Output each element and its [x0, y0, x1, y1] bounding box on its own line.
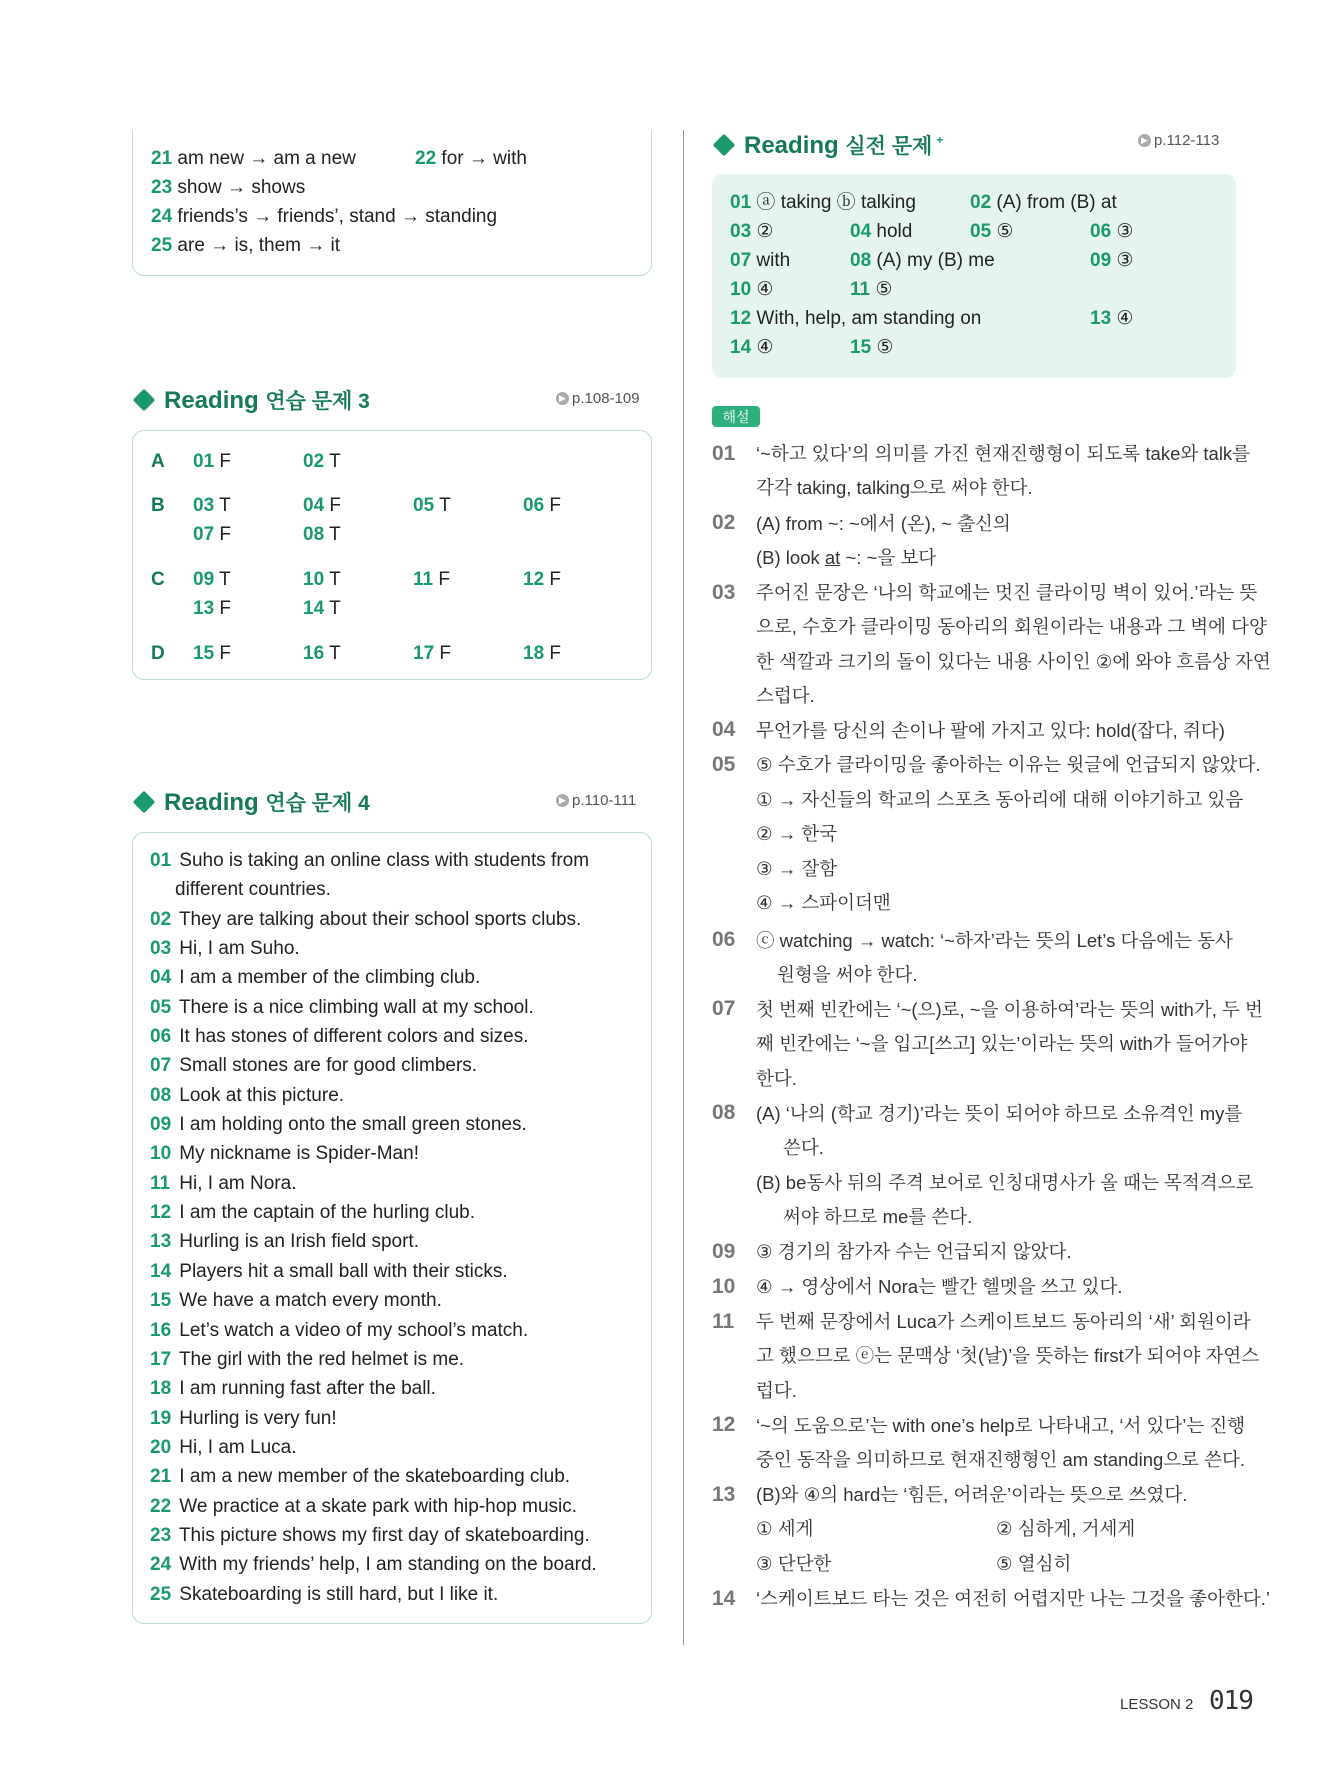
explanation-line: (A) ‘나의 (학교 경기)’라는 뜻이 되어야 하므로 소유격인 my를: [756, 1103, 1243, 1124]
sentence-line: 10 My nickname is Spider-Man!: [150, 1143, 419, 1164]
explanation-line: 으로, 수호가 클라이밍 동아리의 회원이라는 내용과 그 벽에 다양: [756, 616, 1267, 637]
answer-cell: 06 F: [523, 495, 562, 516]
row-label: B: [151, 495, 165, 516]
answer-cell: 14 T: [303, 598, 341, 619]
explanation-line: ‘~의 도움으로’는 with one’s help로 나타내고, ‘서 있다’는 진행: [756, 1415, 1246, 1436]
explanation-line: 두 번째 문장에서 Luca가 스케이트보드 동아리의 ‘새’ 회원이라: [756, 1311, 1251, 1332]
section4-heading: [132, 787, 370, 817]
diamond-icon: [713, 134, 736, 157]
answer-cell: 10 T: [303, 569, 341, 590]
row-label: D: [151, 643, 165, 664]
answer-cell: 17 F: [413, 643, 452, 664]
sentence-line: 25 Skateboarding is still hard, but I like it.: [150, 1584, 499, 1605]
answer-item: 08 (A) my (B) me: [850, 250, 995, 271]
explanation-line: ③ 경기의 참가자 수는 언급되지 않았다.: [756, 1241, 1072, 1262]
answer-item: 10 ④: [730, 279, 774, 300]
sentence-line: 20 Hi, I am Luca.: [150, 1437, 297, 1458]
explanation-number: 01: [712, 442, 736, 465]
explanation-number: 06: [712, 928, 736, 951]
sentence-line: 08 Look at this picture.: [150, 1085, 345, 1106]
explanation-number: 11: [712, 1310, 735, 1333]
section-title-ko: 실전 문제: [845, 135, 933, 158]
answer-cell: 07 F: [193, 524, 232, 545]
answer-item: 14 ④: [730, 337, 774, 358]
row-label: A: [151, 451, 165, 472]
explanation-line: ③ → 잘함: [756, 858, 838, 879]
arrow-icon: ▶: [556, 794, 569, 807]
answer-item: 01 ⓐ taking ⓑ talking: [730, 192, 916, 213]
answer-item: 11 ⑤: [850, 279, 893, 300]
explanation-line: ② 심하게, 거세게: [996, 1518, 1136, 1539]
explanation-line: 째 빈칸에는 ‘~을 입고[쓰고] 있는’이라는 뜻의 with가 들어가야: [756, 1033, 1248, 1054]
sentence-line: 03 Hi, I am Suho.: [150, 938, 300, 959]
answer-cell: 15 F: [193, 643, 232, 664]
diamond-icon: [133, 791, 156, 814]
sentence-line: 14 Players hit a small ball with their sticks.: [150, 1261, 508, 1282]
answer-item: 13 ④: [1090, 308, 1134, 329]
explanation-line: (B) look at ~: ~을 보다: [756, 547, 937, 568]
answer-cell: 05 T: [413, 495, 451, 516]
sentence-line: 05 There is a nice climbing wall at my school.: [150, 997, 534, 1018]
answer-cell: 12 F: [523, 569, 562, 590]
sentence-line: 01 Suho is taking an online class with students from: [150, 850, 590, 871]
explanation-line: (A) from ~: ~에서 (온), ~ 출신의: [756, 513, 1011, 534]
section-title-en: Reading: [164, 789, 259, 816]
answer-cell: 18 F: [523, 643, 562, 664]
section-title-en: Reading: [164, 387, 259, 414]
explanation-number: 13: [712, 1483, 736, 1506]
sentence-line: 18 I am running fast after the ball.: [150, 1378, 436, 1399]
answer-line: 25 are → is, them → it: [151, 235, 341, 256]
sentence-line: 16 Let’s watch a video of my school’s match.: [150, 1320, 529, 1341]
section-title-ko: 연습 문제 4: [265, 792, 370, 815]
page-number: 019: [1209, 1686, 1253, 1716]
explanation-line: 한다.: [756, 1068, 797, 1089]
sentence-line: 17 The girl with the red helmet is me.: [150, 1349, 465, 1370]
plus-mark: +: [936, 133, 944, 147]
sentence-line: different countries.: [175, 879, 331, 900]
explanation-line: ④ → 스파이더맨: [756, 892, 891, 913]
answer-item: 07 with: [730, 250, 791, 271]
explanation-number: 10: [712, 1275, 736, 1298]
page-reference: ▶ p.108-109: [556, 390, 640, 407]
explanation-line: (B) be동사 뒤의 주격 보어로 인칭대명사가 올 때는 목적격으로: [756, 1172, 1254, 1193]
lesson-label: LESSON 2: [1120, 1696, 1194, 1713]
sentence-line: 19 Hurling is very fun!: [150, 1408, 337, 1429]
explanation-line: ② → 한국: [756, 823, 838, 844]
explanation-line: 첫 번째 빈칸에는 ‘~(으)로, ~을 이용하여’라는 뜻의 with가, 두 번: [756, 999, 1263, 1020]
explanation-number: 08: [712, 1101, 736, 1124]
explanation-line: ① → 자신들의 학교의 스포츠 동아리에 대해 이야기하고 있음: [756, 789, 1244, 810]
arrow-icon: ▶: [1138, 134, 1151, 147]
sentence-line: 02 They are talking about their school sports clubs.: [150, 909, 582, 930]
answer-cell: 13 F: [193, 598, 232, 619]
explanation-line: 주어진 문장은 ‘나의 학교에는 멋진 클라이밍 벽이 있어.’라는 뜻: [756, 582, 1258, 603]
answer-item: 15 ⑤: [850, 337, 894, 358]
sentence-line: 09 I am holding onto the small green stones.: [150, 1114, 527, 1135]
page-reference: ▶ p.112-113: [1138, 132, 1219, 149]
sentence-line: 07 Small stones are for good climbers.: [150, 1055, 478, 1076]
answer-item: 05 ⑤: [970, 221, 1014, 242]
explanation-line: ④ → 영상에서 Nora는 빨간 헬멧을 쓰고 있다.: [756, 1276, 1123, 1297]
explanation-number: 02: [712, 511, 736, 534]
answer-cell: 08 T: [303, 524, 341, 545]
explanation-line: ③ 단단한: [756, 1553, 832, 1574]
explanation-line: 럽다.: [756, 1380, 797, 1401]
explanation-number: 14: [712, 1587, 736, 1610]
explanation-line: 무언가를 당신의 손이나 팔에 가지고 있다: hold(잡다, 쥐다): [756, 720, 1225, 741]
top-answer-box: [132, 130, 652, 276]
sentence-line: 23 This picture shows my first day of skateboarding.: [150, 1525, 590, 1546]
sentence-line: 12 I am the captain of the hurling club.: [150, 1202, 476, 1223]
answer-cell: 11 F: [413, 569, 450, 590]
explanation-line: ‘스케이트보드 타는 것은 여전히 어렵지만 나는 그것을 좋아한다.’: [756, 1588, 1270, 1609]
answer-cell: 16 T: [303, 643, 341, 664]
explanation-number: 07: [712, 997, 736, 1020]
explanation-number: 12: [712, 1413, 736, 1436]
answer-item: 04 hold: [850, 221, 913, 242]
sentence-line: 04 I am a member of the climbing club.: [150, 967, 481, 988]
practical-heading: [712, 130, 943, 160]
sentence-line: 24 With my friends’ help, I am standing on the board.: [150, 1554, 597, 1575]
sentence-line: 21 I am a new member of the skateboarding club.: [150, 1466, 571, 1487]
explanation-line: ① 세게: [756, 1518, 814, 1539]
sentence-line: 13 Hurling is an Irish field sport.: [150, 1231, 419, 1252]
explanation-number: 04: [712, 718, 736, 741]
explanation-line: 각각 taking, talking으로 써야 한다.: [756, 477, 1033, 498]
sentence-line: 06 It has stones of different colors and sizes.: [150, 1026, 529, 1047]
explanation-line: 스럽다.: [756, 685, 815, 706]
explanation-line: 중인 동작을 의미하므로 현재진행형인 am standing으로 쓴다.: [756, 1449, 1246, 1470]
answer-item: 12 With, help, am standing on: [730, 308, 982, 329]
sentence-line: 11 Hi, I am Nora.: [150, 1173, 297, 1194]
answer-cell: 09 T: [193, 569, 231, 590]
section3-answer-box: [132, 430, 652, 680]
diamond-icon: [133, 389, 156, 412]
explanation-line: 써야 하므로 me를 쓴다.: [783, 1206, 973, 1227]
section3-heading: [132, 385, 370, 415]
section-title-en: Reading: [744, 132, 839, 159]
section-title-ko: 연습 문제 3: [265, 390, 370, 413]
answer-cell: 04 F: [303, 495, 342, 516]
explanation-line: ⑤ 열심히: [996, 1553, 1072, 1574]
answer-item: 02 (A) from (B) at: [970, 192, 1117, 213]
arrow-icon: ▶: [556, 392, 569, 405]
explanation-line: 한 색깔과 크기의 돌이 있다는 내용 사이인 ②에 와야 흐름상 자연: [756, 651, 1271, 672]
answer-item: 09 ③: [1090, 250, 1134, 271]
answer-line: 22 for → with: [415, 148, 527, 169]
explanation-line: 고 했으므로 ⓔ는 문맥상 ‘첫(날)’을 뜻하는 first가 되어야 자연스: [756, 1345, 1260, 1366]
sentence-line: 15 We have a match every month.: [150, 1290, 442, 1311]
explanation-badge: 해설: [712, 406, 760, 427]
row-label: C: [151, 569, 165, 590]
explanation-line: ⓒ watching → watch: ‘~하자’라는 뜻의 Let’s 다음에는 동사: [756, 930, 1233, 951]
page-reference: ▶ p.110-111: [556, 792, 636, 809]
answer-line: 23 show → shows: [151, 177, 306, 198]
explanation-line: (B)와 ④의 hard는 ‘힘든, 어려운’이라는 뜻으로 쓰였다.: [756, 1484, 1188, 1505]
explanation-number: 03: [712, 581, 736, 604]
explanation-line: ⑤ 수호가 클라이밍을 좋아하는 이유는 윗글에 언급되지 않았다.: [756, 754, 1261, 775]
explanation-number: 05: [712, 753, 736, 776]
column-divider: [683, 130, 684, 1645]
answer-item: 06 ③: [1090, 221, 1134, 242]
answer-cell: 03 T: [193, 495, 231, 516]
practical-answer-box: [712, 174, 1236, 378]
answer-line: 21 am new → am a new: [151, 148, 356, 169]
answer-line: 24 friends’s → friends’, stand → standing: [151, 206, 498, 227]
sentence-line: 22 We practice at a skate park with hip-hop music.: [150, 1496, 578, 1517]
explanation-number: 09: [712, 1240, 736, 1263]
explanation-line: 원형을 써야 한다.: [777, 964, 918, 985]
explanation-line: 쓴다.: [783, 1137, 824, 1158]
answer-cell: 02 T: [303, 451, 341, 472]
answer-item: 03 ②: [730, 221, 774, 242]
answer-cell: 01 F: [193, 451, 232, 472]
explanation-line: ‘~하고 있다’의 의미를 가진 현재진행형이 되도록 take와 talk를: [756, 443, 1251, 464]
